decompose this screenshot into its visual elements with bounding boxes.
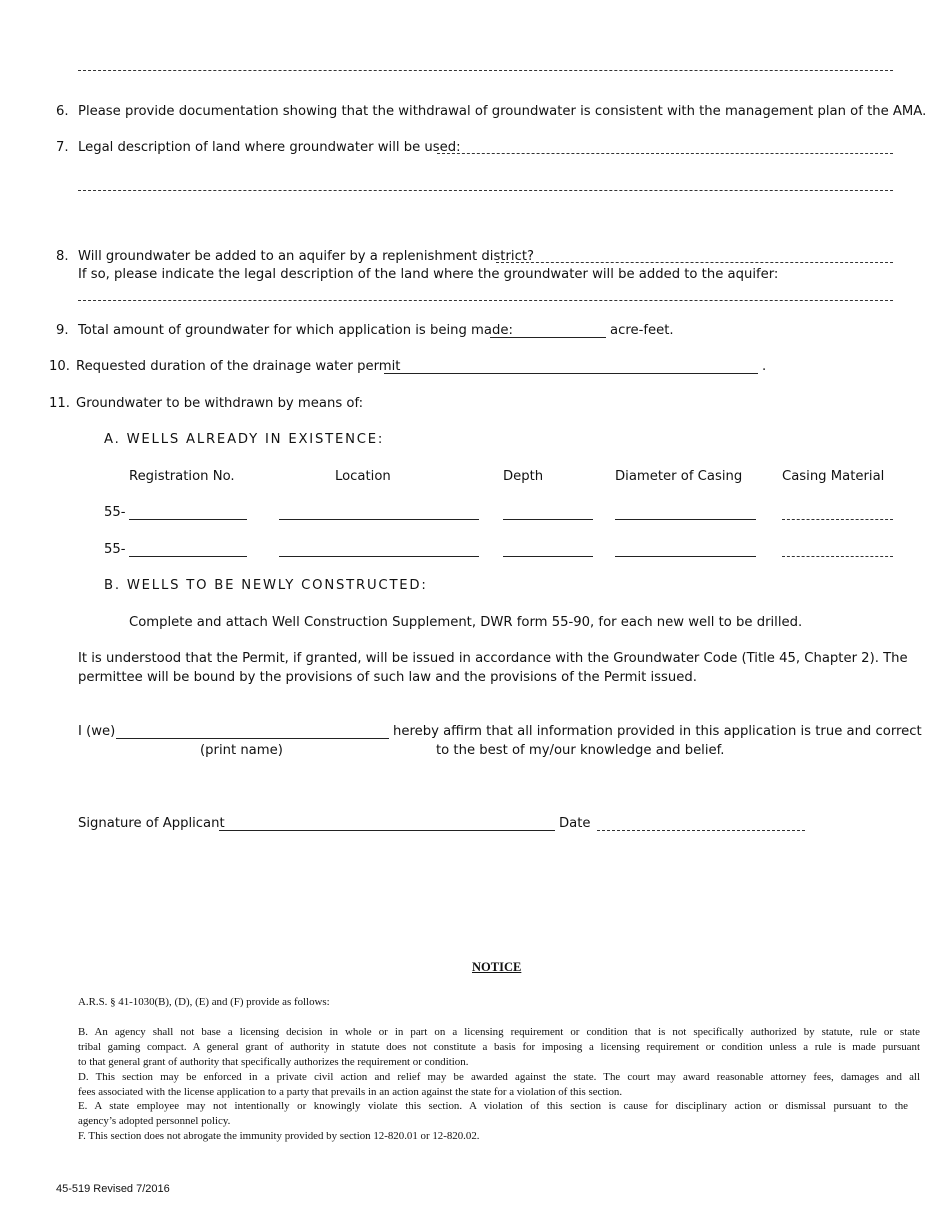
column-depth: Depth <box>503 469 544 484</box>
print-name-field[interactable] <box>116 738 389 739</box>
q10-number: 10. <box>49 359 70 374</box>
section-b-instructions: Complete and attach Well Construction Supplement, DWR form 55-90, for each new well to be drilled. <box>129 615 803 630</box>
column-diameter-of-casing: Diameter of Casing <box>615 469 743 484</box>
well-row-1-diameter-field[interactable] <box>615 519 756 520</box>
well-row-1-depth-field[interactable] <box>503 519 593 520</box>
section-b-heading: B. WELLS TO BE NEWLY CONSTRUCTED: <box>104 578 428 593</box>
q6-number: 6. <box>56 104 69 119</box>
notice-d-line-2: fees associated with the license application to a party that prevails in an action against the state for a violation of this section. <box>78 1086 623 1098</box>
form-revision-footer: 45-519 Revised 7/2016 <box>56 1183 170 1195</box>
q7-number: 7. <box>56 140 69 155</box>
well-row-1-prefix: 55- <box>104 505 126 520</box>
q9-text: Total amount of groundwater for which application is being made: <box>78 323 513 338</box>
q8-number: 8. <box>56 249 69 264</box>
q10-text: Requested duration of the drainage water permit <box>76 359 401 374</box>
q8-followup-text: If so, please indicate the legal description of the land where the groundwater will be added to the aquifer: <box>78 267 779 282</box>
q10-period: . <box>762 359 767 374</box>
understood-line-2: permittee will be bound by the provisions of such law and the provisions of the Permit issued. <box>78 670 697 685</box>
q7-answer-line-2[interactable] <box>78 190 893 191</box>
affirm-text-continued: to the best of my/our knowledge and belief. <box>436 743 725 758</box>
notice-title: NOTICE <box>472 960 522 974</box>
q9-number: 9. <box>56 323 69 338</box>
q5-continuation-line[interactable] <box>78 70 893 71</box>
date-field[interactable] <box>597 830 805 831</box>
well-row-2-prefix: 55- <box>104 542 126 557</box>
well-row-2-registration-field[interactable] <box>129 556 247 557</box>
q8-text: Will groundwater be added to an aquifer by a replenishment district? <box>78 249 534 264</box>
affirm-prefix: I (we) <box>78 724 116 739</box>
q9-unit: acre-feet. <box>610 323 674 338</box>
notice-b-line-2: tribal gaming compact. A general grant of authority in statute does not constitute a basis for imposing a licensing requirement or condition unless a rule is made pursuant <box>78 1041 920 1053</box>
notice-e-line-1: E. A state employee may not intentionally or knowingly violate this section. A violation of this section is cause for disciplinary action or dismissal pursuant to the <box>78 1100 908 1112</box>
q11-text: Groundwater to be withdrawn by means of: <box>76 396 364 411</box>
notice-b-line-1: B. An agency shall not base a licensing decision in whole or in part on a licensing requirement or condition that is not specifically authorized by statute, rule or state <box>78 1026 920 1038</box>
date-label: Date <box>559 816 591 831</box>
notice-e-line-2: agency’s adopted personnel policy. <box>78 1115 231 1127</box>
signature-field[interactable] <box>219 830 555 831</box>
well-row-1-registration-field[interactable] <box>129 519 247 520</box>
well-row-1-casing-material-field[interactable] <box>782 519 893 520</box>
signature-label: Signature of Applicant <box>78 816 225 831</box>
affirm-text: hereby affirm that all information provided in this application is true and correct <box>393 724 922 739</box>
well-row-2-location-field[interactable] <box>279 556 479 557</box>
print-name-label: (print name) <box>200 743 283 758</box>
notice-d-line-1: D. This section may be enforced in a private civil action and relief may be awarded against the state. The court may award reasonable attorney fees, damages and all <box>78 1071 920 1083</box>
notice-b-line-3: to that general grant of authority that specifically authorizes the requirement or condition. <box>78 1056 469 1068</box>
q8-answer-line[interactable] <box>496 262 893 263</box>
q7-text: Legal description of land where groundwater will be used: <box>78 140 461 155</box>
q8-legal-description-line[interactable] <box>78 300 893 301</box>
well-row-1-location-field[interactable] <box>279 519 479 520</box>
q7-answer-line-1[interactable] <box>437 153 893 154</box>
column-casing-material: Casing Material <box>782 469 885 484</box>
section-a-heading: A. WELLS ALREADY IN EXISTENCE: <box>104 432 385 447</box>
q11-number: 11. <box>49 396 70 411</box>
notice-f-line-1: F. This section does not abrogate the immunity provided by section 12-820.01 or 12-820.02. <box>78 1130 480 1142</box>
well-row-2-diameter-field[interactable] <box>615 556 756 557</box>
well-row-2-depth-field[interactable] <box>503 556 593 557</box>
notice-intro: A.R.S. § 41-1030(B), (D), (E) and (F) provide as follows: <box>78 996 330 1008</box>
column-location: Location <box>335 469 391 484</box>
understood-line-1: It is understood that the Permit, if granted, will be issued in accordance with the Groundwater Code (Title 45, Chapter 2). The <box>78 651 908 666</box>
q10-duration-field[interactable] <box>384 373 758 374</box>
q6-text: Please provide documentation showing that the withdrawal of groundwater is consistent with the management plan of the AMA. <box>78 104 927 119</box>
column-registration-no: Registration No. <box>129 469 235 484</box>
q9-amount-field[interactable] <box>490 337 606 338</box>
well-row-2-casing-material-field[interactable] <box>782 556 893 557</box>
